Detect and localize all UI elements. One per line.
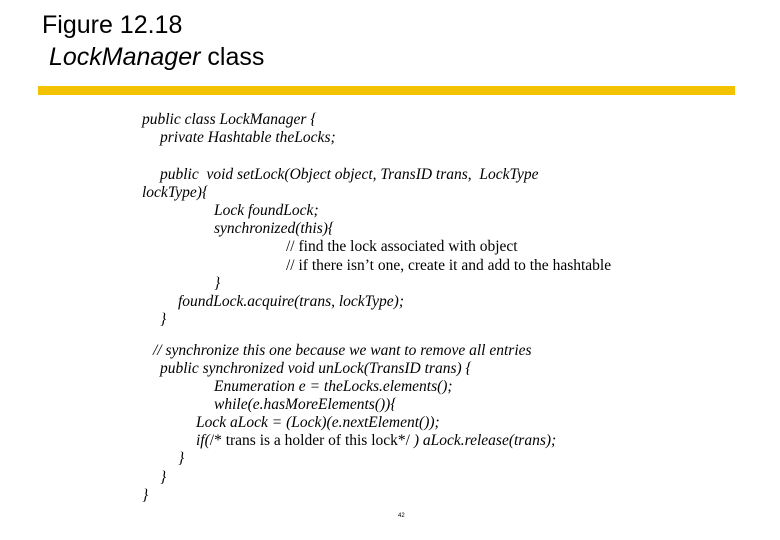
page-number: 42 [398, 513, 405, 519]
code-line: } [142, 487, 149, 504]
code-comment: // find the lock associated with object [286, 238, 518, 255]
class-name-title: LockManager [48, 43, 201, 71]
code-line: lockType){ [142, 184, 209, 201]
code-comment-inline: /* trans is a holder of this lock*/ [209, 432, 410, 449]
code-line: private Hashtable theLocks; [160, 129, 336, 146]
code-line: Lock aLock = (Lock)(e.nextElement()); [196, 414, 440, 431]
code-comment: // synchronize this one because we want to remove all entries [153, 342, 532, 359]
code-line: public void setLock(Object object, TransID trans, LockType [160, 166, 539, 183]
code-line: } [160, 469, 167, 486]
code-line: Enumeration e = theLocks.elements(); [214, 378, 453, 395]
slide-title-line-1: Figure 12.18 [42, 11, 183, 39]
code-line: } [178, 450, 185, 467]
code-fragment: if( [196, 432, 210, 449]
code-line: Lock foundLock; [214, 202, 319, 219]
code-line: } [214, 275, 221, 292]
code-line: } [160, 311, 167, 328]
code-line: synchronized(this){ [214, 220, 335, 237]
title-suffix: class [200, 43, 265, 71]
code-line: public synchronized void unLock(TransID trans) { [160, 360, 472, 377]
code-comment: // if there isn’t one, create it and add to the hashtable [286, 257, 612, 274]
code-line: foundLock.acquire(trans, lockType); [178, 293, 404, 310]
code-fragment: ) aLock.release(trans); [409, 432, 557, 449]
code-line: public class LockManager { [142, 111, 317, 128]
code-line [196, 432, 556, 450]
code-line: while(e.hasMoreElements()){ [214, 396, 397, 413]
